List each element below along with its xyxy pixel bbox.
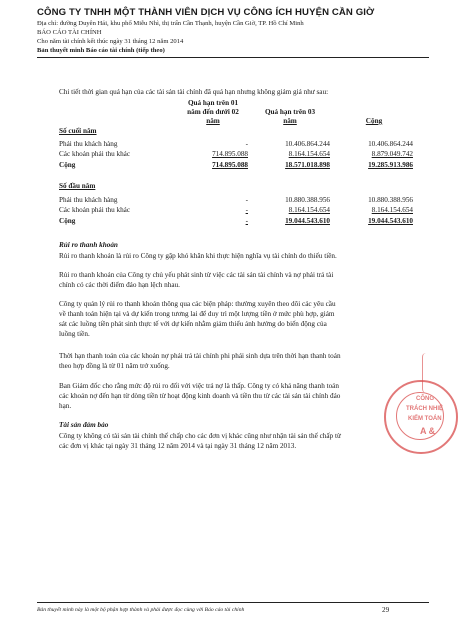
seal-text: TRÁCH NHIỆ (406, 406, 443, 412)
text-line: Rủi ro thanh khoản của Công ty chủ yếu phát sinh từ việc các tài sản tài chính và nợ phải trả tài (59, 271, 334, 279)
col3-header: Cộng (365, 117, 383, 125)
col2-header-line: Quá hạn trên 03 (264, 108, 316, 116)
row-c3: 8.879.049.742 (371, 150, 413, 158)
col1-header (178, 99, 248, 126)
header-rule (37, 57, 429, 58)
collateral-p1 (59, 431, 341, 451)
row-c3: 10.406.864.244 (368, 140, 413, 148)
text-line: Rủi ro thanh khoản là rủi ro Công ty gặp khó khăn khi thực hiện nghĩa vụ tài chính do thiếu tiền. (59, 252, 337, 260)
text-line: luồng tiền. (59, 330, 90, 338)
row-label: Các khoản phải thu khác (59, 150, 131, 158)
liquidity-title: Rủi ro thanh khoản (59, 241, 118, 249)
notes-title: Bản thuyết minh Báo cáo tài chính (tiếp theo) (37, 47, 165, 54)
liquidity-p2 (59, 270, 333, 290)
text-line: các khoản nợ đến hạn từ dòng tiền từ hoạt động kinh doanh và tiền thu từ các tài sản tài chính đáo (59, 392, 341, 400)
text-line: Công ty quản lý rủi ro thanh khoản thông qua các biện pháp: thường xuyên theo dõi các yêu cầu (59, 300, 336, 308)
report-title: BÁO CÁO TÀI CHÍNH (37, 29, 102, 36)
footer-text: Bản thuyết minh này là một bộ phận hợp thành và phải được đọc cùng với Báo cáo tài chính (37, 607, 245, 613)
row-c1: - (245, 196, 248, 204)
total-c1: 714.895.088 (212, 161, 248, 169)
row-label: Các khoản phải thu khác (59, 206, 131, 214)
col1-header-line: năm đến dưới 02 (187, 108, 239, 116)
total-c2: 18.571.018.898 (285, 161, 330, 169)
text-line: Công ty không có tài sản tài chính thế chấp cho các đơn vị khác cũng như nhận tài sản thế chấp từ (59, 432, 341, 440)
liquidity-p1 (59, 251, 337, 261)
liquidity-p4 (59, 351, 341, 371)
row-label: Phải thu khách hàng (59, 196, 118, 204)
row-c2: 8.164.154.654 (288, 150, 330, 158)
text-line: theo hợp đồng là từ 01 năm trở xuống. (59, 362, 170, 370)
total-c3: 19.044.543.610 (368, 217, 413, 225)
col2-header-line: năm (283, 117, 297, 125)
total-label: Cộng (59, 217, 76, 225)
row-c2: 10.880.388.956 (285, 196, 330, 204)
liquidity-p3 (59, 299, 336, 339)
company-seal (384, 380, 458, 454)
report-period: Cho năm tài chính kết thúc ngày 31 tháng 12 năm 2014 (37, 38, 184, 45)
collateral-title: Tài sản đảm bảo (59, 421, 109, 429)
row-c2: 10.406.864.244 (285, 140, 330, 148)
section-title: Số cuối năm (59, 127, 97, 135)
total-label: Cộng (59, 161, 76, 169)
seal-text: KIỂM TOÁN (408, 416, 442, 422)
liquidity-p5 (59, 381, 340, 411)
page-number: 29 (382, 606, 390, 614)
col1-header-line: năm (206, 117, 220, 125)
seal-text: A & (420, 426, 436, 436)
total-c3: 19.285.913.986 (368, 161, 413, 169)
row-c1: 714.895.088 (212, 150, 248, 158)
row-c2: 8.164.154.654 (288, 206, 330, 214)
col2-header (250, 108, 330, 126)
section-title: Số đầu năm (59, 182, 96, 190)
text-line: về thanh toán hiện tại và dự kiến trong tương lai để duy trì một lượng tiền ở mức phù hợp, giám (59, 310, 335, 318)
text-line: Ban Giám đốc cho rằng mức độ rủi ro đối với việc trả nợ là thấp. Công ty có khả năng thanh toán (59, 382, 339, 390)
company-address: Địa chỉ: đường Duyên Hải, khu phố Miễu Nhì, thị trấn Cần Thạnh, huyện Cần Giờ, TP. Hồ Chí Minh (37, 20, 304, 27)
text-line: chính có các thời điểm đáo hạn lệch nhau. (59, 281, 180, 289)
seal-text: CÔNG (416, 396, 434, 402)
text-line: sát các luồng tiền phát sinh thực tế với dự kiến nhằm giảm thiểu ảnh hưởng do biến động của (59, 320, 327, 328)
col1-header-line: Quá hạn trên 01 (187, 99, 239, 107)
row-c1: - (245, 140, 248, 148)
total-c2: 19.044.543.610 (285, 217, 330, 225)
intro-text: Chi tiết thời gian quá hạn của các tài sản tài chính đã quá hạn nhưng không giảm giá như sau: (59, 88, 329, 96)
text-line: các đơn vị khác tại ngày 31 tháng 12 năm 2014 và tại ngày 31 tháng 12 năm 2013. (59, 442, 297, 450)
row-c3: 10.880.388.956 (368, 196, 413, 204)
row-c3: 8.164.154.654 (371, 206, 413, 214)
company-name: CÔNG TY TNHH MỘT THÀNH VIÊN DỊCH VỤ CÔNG ÍCH HUYỆN CẦN GIỜ (37, 7, 375, 18)
total-c1: - (245, 217, 248, 225)
row-label: Phải thu khách hàng (59, 140, 118, 148)
row-c1: - (245, 206, 248, 214)
text-line: hạn. (59, 402, 72, 410)
footer-rule (37, 602, 429, 603)
text-line: Thời hạn thanh toán của các khoản nợ phải trả tài chính phi phái sinh dựa trên thời hạn thanh toán (59, 352, 341, 360)
